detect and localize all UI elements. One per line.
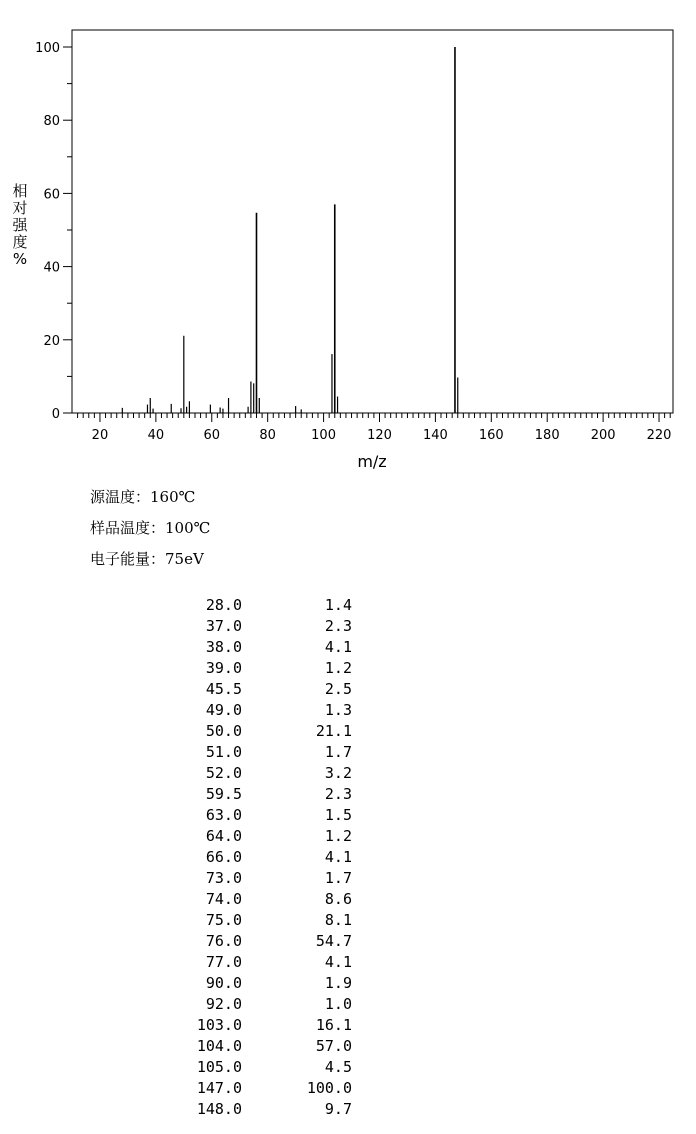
peak-intensity-cell: 4.1 (324, 848, 352, 866)
y-axis-title-char: 相 (12, 182, 28, 200)
peak-intensity-cell: 1.2 (324, 827, 352, 845)
table-row (150, 847, 352, 868)
peak-intensity-cell: 1.4 (324, 596, 352, 614)
peak-intensity-cell: 1.0 (324, 995, 352, 1013)
y-tick-label: 0 (51, 407, 60, 422)
peak-mz-cell: 51.0 (205, 743, 242, 761)
table-row (150, 973, 352, 994)
table-row (150, 700, 352, 721)
y-tick-label: 20 (43, 333, 60, 349)
table-row (150, 763, 352, 784)
peak-intensity-cell: 9.7 (324, 1100, 352, 1118)
peak-bars (122, 47, 457, 413)
x-tick-label: 180 (534, 428, 560, 443)
x-tick-label: 220 (646, 428, 672, 443)
peak-intensity-cell: 8.6 (324, 890, 352, 908)
y-axis-title (10, 183, 30, 268)
peak-mz-cell: 77.0 (205, 953, 242, 971)
x-tick-label: 40 (147, 428, 165, 443)
peak-mz-cell: 63.0 (205, 806, 242, 824)
experiment-conditions (90, 486, 210, 579)
peak-mz-cell: 73.0 (205, 869, 242, 887)
peak-mz-cell: 148.0 (196, 1100, 242, 1118)
peak-intensity-cell: 1.7 (324, 869, 352, 887)
peak-mz-cell: 64.0 (205, 827, 242, 845)
y-tick-label: 60 (43, 187, 60, 203)
peak-mz-cell: 49.0 (205, 701, 242, 719)
table-row (150, 1099, 352, 1120)
peak-mz-cell: 104.0 (196, 1037, 242, 1055)
peak-intensity-cell: 4.1 (324, 953, 352, 971)
x-tick-label: 120 (367, 428, 392, 443)
table-row (150, 1057, 352, 1078)
peak-mz-cell: 76.0 (205, 932, 242, 950)
x-axis-title: m/z (357, 452, 387, 471)
table-row (150, 826, 352, 847)
table-row (150, 1036, 352, 1057)
table-row (150, 805, 352, 826)
table-row (150, 742, 352, 763)
peak-table (150, 595, 352, 1120)
x-tick-label: 200 (590, 428, 616, 443)
peak-intensity-cell: 3.2 (324, 764, 352, 782)
peak-intensity-cell: 1.9 (324, 974, 352, 992)
y-tick-label: 40 (43, 260, 60, 276)
peak-intensity-cell: 1.3 (324, 701, 352, 719)
sample-temperature: 样品温度：100℃ (90, 519, 211, 537)
peak-mz-cell: 59.5 (205, 785, 242, 803)
peak-mz-cell: 92.0 (205, 995, 242, 1013)
x-tick-label: 80 (259, 428, 276, 443)
mass-spectrum-chart (0, 0, 696, 480)
peak-intensity-cell: 100.0 (306, 1079, 352, 1097)
y-tick-label: 100 (35, 41, 60, 56)
peak-intensity-cell: 2.3 (324, 785, 352, 803)
peak-mz-cell: 147.0 (196, 1079, 242, 1097)
table-row (150, 910, 352, 931)
peak-intensity-cell: 8.1 (324, 911, 352, 929)
peak-mz-cell: 66.0 (205, 848, 242, 866)
y-axis-title-char: % (12, 250, 28, 268)
peak-mz-cell: 39.0 (205, 659, 242, 677)
peak-mz-cell: 75.0 (205, 911, 242, 929)
table-row (150, 868, 352, 889)
y-axis-title-char: 强 (12, 216, 28, 234)
x-tick-label: 140 (422, 428, 448, 443)
y-tick-label: 80 (43, 114, 60, 130)
table-row (150, 994, 352, 1015)
peak-intensity-cell: 2.5 (324, 680, 352, 698)
peak-mz-cell: 105.0 (196, 1058, 242, 1076)
table-row (150, 784, 352, 805)
electron-energy: 电子能量：75eV (90, 550, 204, 568)
peak-mz-cell: 52.0 (205, 764, 242, 782)
peak-mz-cell: 74.0 (205, 890, 242, 908)
y-axis-title-char: 度 (12, 233, 28, 251)
peak-mz-cell: 37.0 (205, 617, 242, 635)
peak-mz-cell: 90.0 (205, 974, 242, 992)
x-tick-label: 60 (203, 428, 221, 443)
table-row (150, 952, 352, 973)
plot-area-frame (72, 30, 673, 413)
table-row (150, 889, 352, 910)
peak-intensity-cell: 21.1 (315, 722, 352, 740)
peak-intensity-cell: 1.2 (324, 659, 352, 677)
table-row (150, 931, 352, 952)
table-row (150, 679, 352, 700)
table-row (150, 637, 352, 658)
x-tick-label: 100 (311, 428, 336, 443)
peak-mz-cell: 28.0 (205, 596, 242, 614)
table-row (150, 1015, 352, 1036)
peak-mz-cell: 38.0 (205, 638, 242, 656)
peak-intensity-cell: 1.5 (324, 806, 352, 824)
peak-mz-cell: 50.0 (205, 722, 242, 740)
x-tick-label: 160 (478, 428, 504, 443)
peak-intensity-cell: 4.5 (324, 1058, 352, 1076)
peak-intensity-cell: 2.3 (324, 617, 352, 635)
x-tick-label: 20 (91, 428, 109, 443)
y-axis-ticks (35, 41, 72, 422)
peak-mz-cell: 45.5 (205, 680, 242, 698)
peak-intensity-cell: 4.1 (324, 638, 352, 656)
y-axis-title-char: 对 (12, 199, 28, 217)
peak-mz-cell: 103.0 (196, 1016, 242, 1034)
peak-intensity-cell: 1.7 (324, 743, 352, 761)
peak-intensity-cell: 57.0 (315, 1037, 352, 1055)
table-row (150, 1078, 352, 1099)
table-row (150, 658, 352, 679)
peak-intensity-cell: 16.1 (315, 1016, 352, 1034)
peak-intensity-cell: 54.7 (315, 932, 352, 950)
source-temperature: 源温度：160℃ (90, 488, 196, 506)
table-row (150, 616, 352, 637)
table-row (150, 595, 352, 616)
x-axis-minor-ticks (78, 413, 671, 418)
table-row (150, 721, 352, 742)
